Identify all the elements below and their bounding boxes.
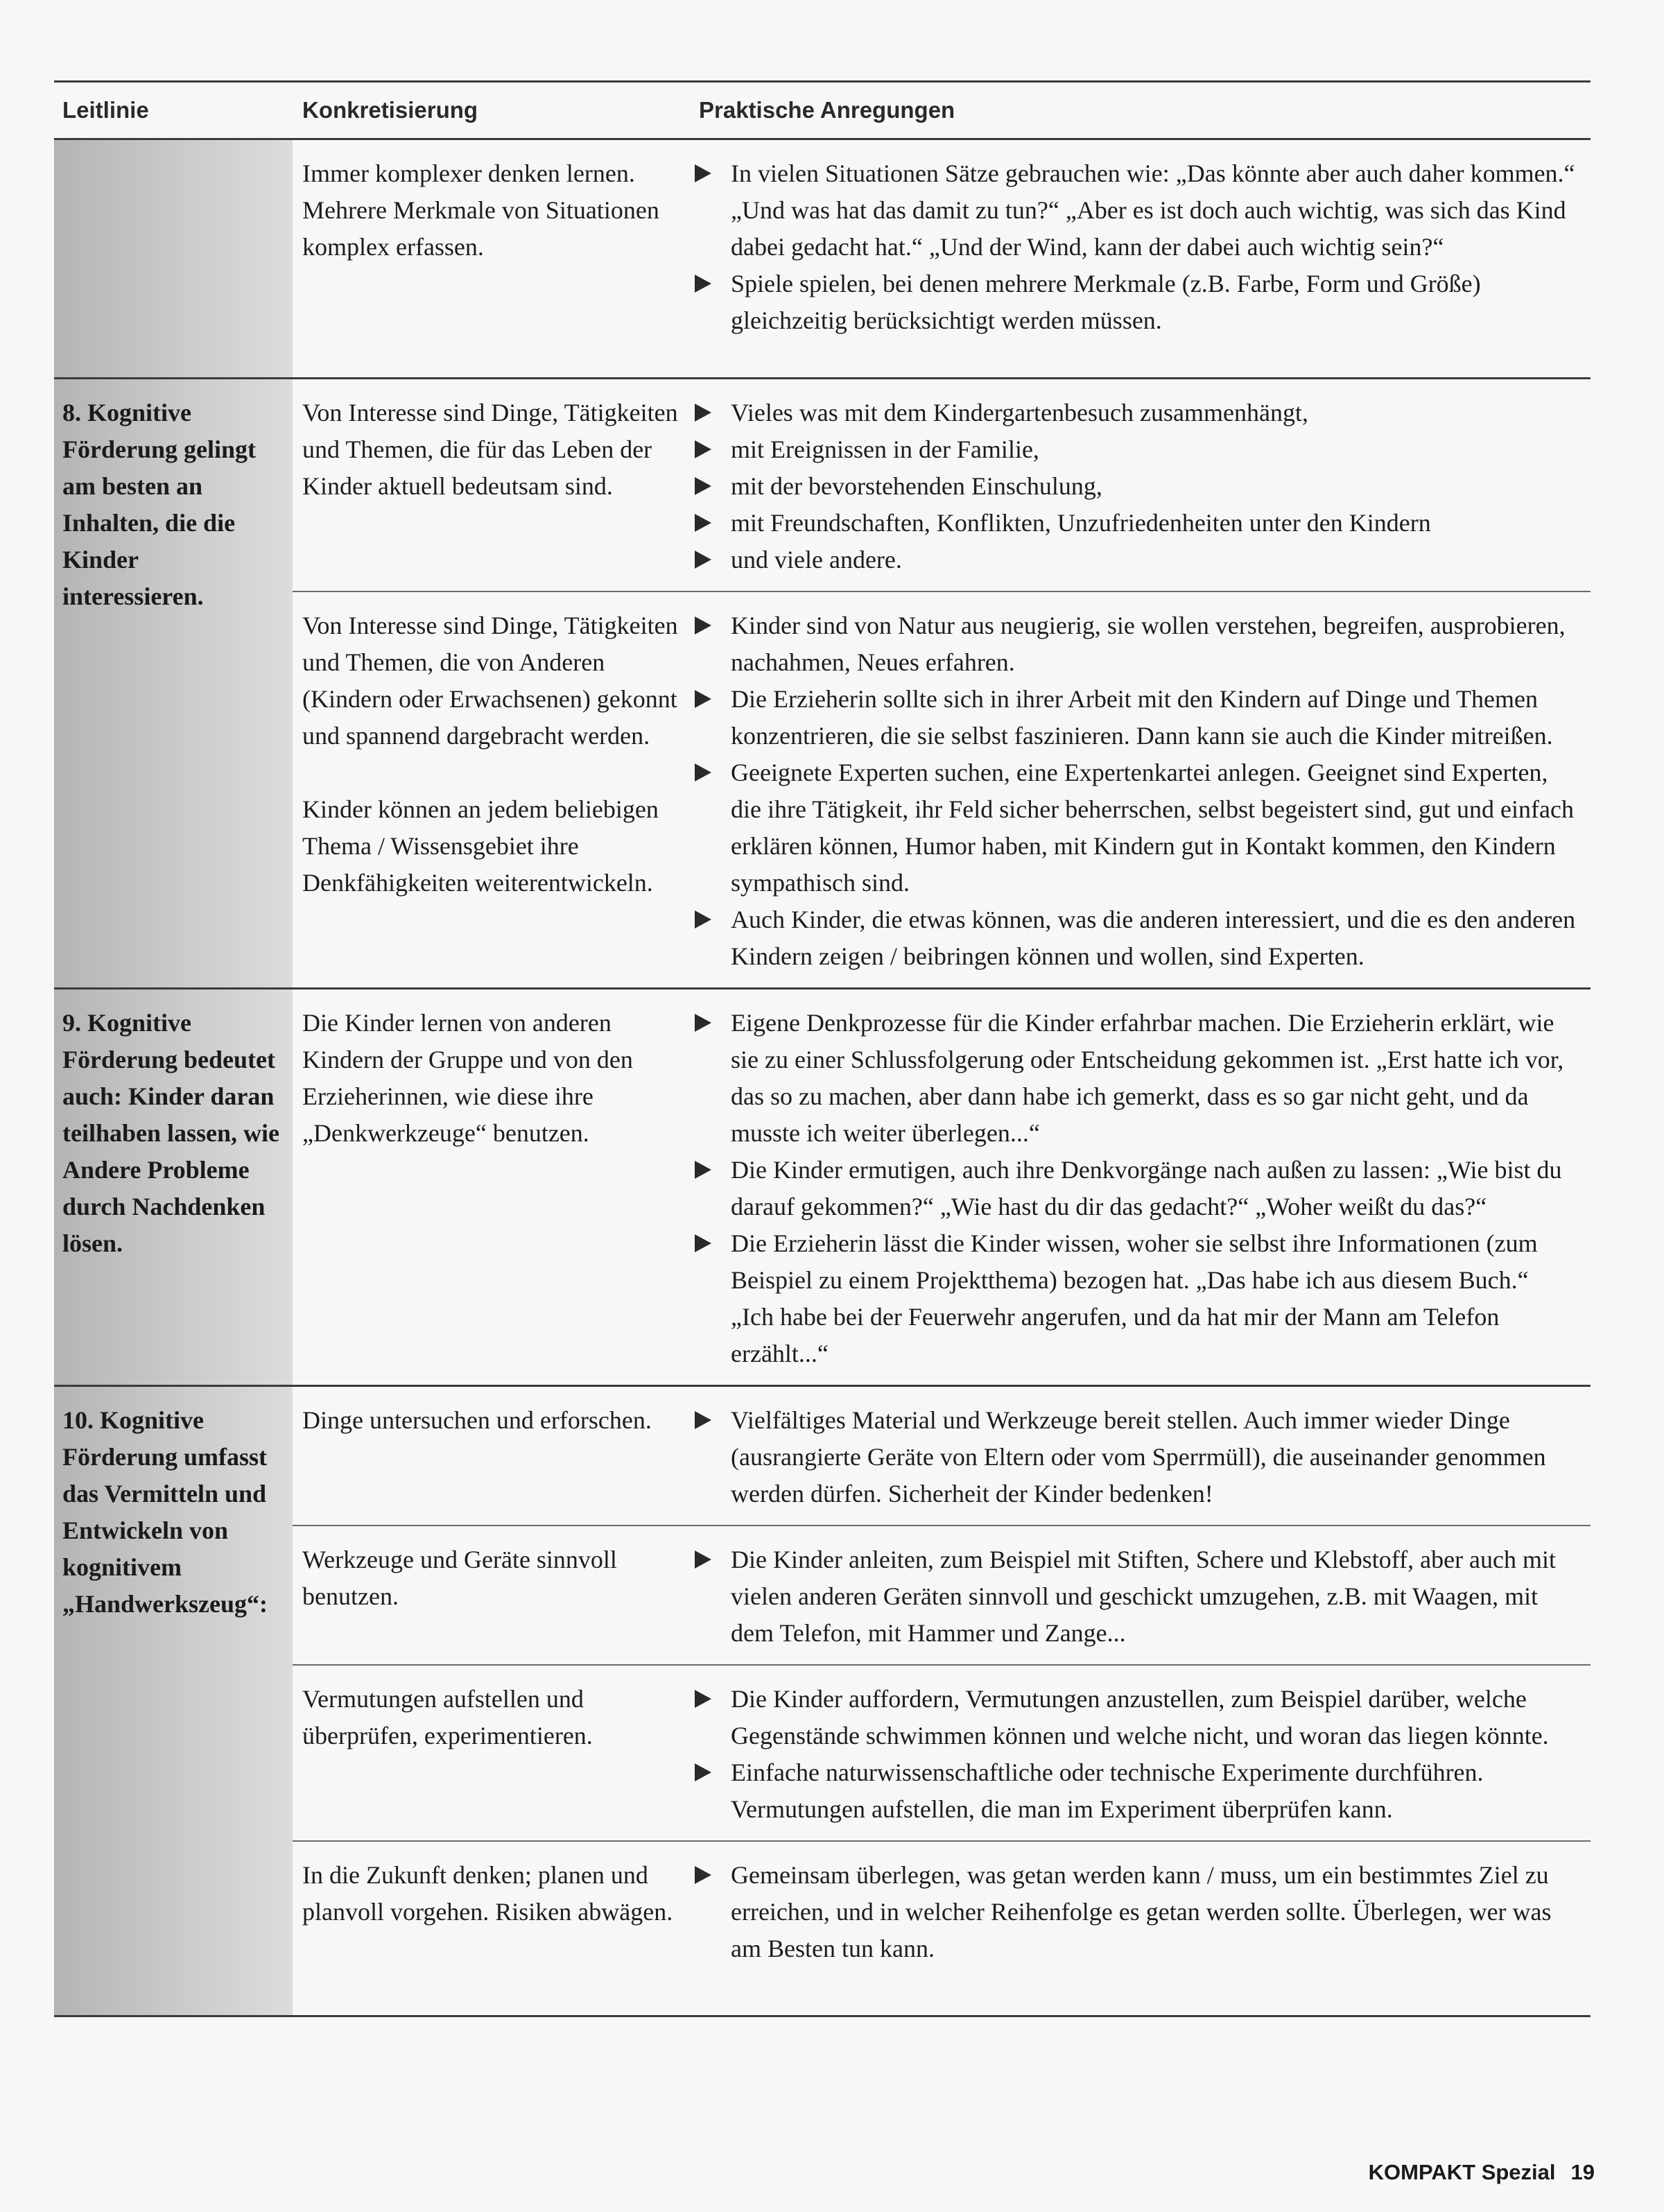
anregungen-cell [695,1842,1591,2015]
leitlinie-cell: 9. Kognitive Förderung bedeutet auch: Kinder daran teilhaben lassen, wie Andere Probleme durch Nachdenken lösen. [54,990,293,1385]
arrow-bullet-icon [695,1550,711,1569]
leitlinie-cell [54,140,293,377]
list-item: und viele andere. [695,542,1577,578]
konkretisierung-cell [293,140,695,352]
konkretisierung-text: Von Interesse sind Dinge, Tätigkeiten und Themen, die von Anderen (Kindern oder Erwachsenen) gekonnt und spannend dargebracht werden. [302,612,678,750]
page-footer [1369,2160,1595,2185]
arrow-bullet-icon [695,440,711,458]
anregungen-cell [695,1387,1591,1525]
table-group [54,140,1591,379]
konkretisierung-text: Vermutungen aufstellen und überprüfen, experimentieren. [302,1685,593,1749]
list-item: Auch Kinder, die etwas können, was die anderen interessiert, und die es den anderen Kindern zeigen / beibringen können und wollen, sind Experten. [695,901,1577,975]
list-item: Einfache naturwissenschaftliche oder technische Experimente durchführen. Vermutungen aufstellen, die man im Experiment überprüfen kann. [695,1754,1577,1828]
list-item: Eigene Denkprozesse für die Kinder erfahrbar machen. Die Erzieherin erklärt, wie sie zu einer Schlussfolgerung oder Entscheidung gekommen ist. „Erst hatte ich vor, das so zu machen, aber dann habe ich gemerkt, dass es so gar nicht geht, und da musste ich weiter überlegen...“ [695,1005,1577,1152]
konkretisierung-cell [293,592,695,987]
konkretisierung-text: Dinge untersuchen und erforschen. [302,1406,652,1434]
arrow-bullet-icon [695,164,711,182]
konkretisierung-cell [293,1387,695,1525]
list-item: mit Freundschaften, Konflikten, Unzufriedenheiten unter den Kindern [695,505,1577,542]
table-group [54,990,1591,1387]
table-row [293,379,1591,591]
table-row [293,1387,1591,1525]
arrow-bullet-icon [695,690,711,708]
arrow-bullet-icon [695,1411,711,1429]
list-item: Vielfältiges Material und Werkzeuge bereit stellen. Auch immer wieder Dinge (ausrangierte Geräte von Eltern oder vom Sperrmüll), die auseinander genommen werden dürfen. Sicherheit der Kinder bedenken! [695,1402,1577,1512]
list-item: Vieles was mit dem Kindergartenbesuch zusammenhängt, [695,395,1577,431]
arrow-bullet-icon [695,514,711,532]
konkretisierung-text: Die Kinder lernen von anderen Kindern der Gruppe und von den Erzieherinnen, wie diese ihre „Denkwerkzeuge“ benutzen. [302,1009,633,1147]
table-header [54,80,1591,140]
table-row [293,591,1591,987]
arrow-bullet-icon [695,1014,711,1032]
arrow-bullet-icon [695,763,711,781]
arrow-bullet-icon [695,404,711,422]
arrow-bullet-icon [695,616,711,634]
konkretisierung-text: Von Interesse sind Dinge, Tätigkeiten und Themen, die für das Leben der Kinder aktuell bedeutsam sind. [302,399,678,500]
list-item: Die Erzieherin lässt die Kinder wissen, woher sie selbst ihre Informationen (zum Beispiel zu einem Projektthema) bezogen hat. „Das habe ich aus diesem Buch.“ „Ich habe bei der Feuerwehr angerufen, und da hat mir der Mann am Telefon erzählt...“ [695,1225,1577,1372]
header-konkretisierung: Konkretisierung [302,97,478,123]
list-item: mit der bevorstehenden Einschulung, [695,468,1577,505]
arrow-bullet-icon [695,1866,711,1884]
header-leitlinie: Leitlinie [62,97,149,123]
table [54,80,1591,2017]
anregungen-cell [695,592,1591,987]
konkretisierung-text: Kinder können an jedem beliebigen Thema / Wissensgebiet ihre Denkfähigkeiten weiterentwickeln. [302,795,659,897]
table-row [293,1664,1591,1840]
list-item: Die Kinder anleiten, zum Beispiel mit Stiften, Schere und Klebstoff, aber auch mit vielen anderen Geräten sinnvoll und geschickt umzugehen, z.B. mit Waagen, mit dem Telefon, mit Hammer und Zange... [695,1541,1577,1652]
arrow-bullet-icon [695,1763,711,1781]
leitlinie-cell: 8. Kognitive Förderung gelingt am besten an Inhalten, die die Kinder interessieren. [54,379,293,987]
list-item: In vielen Situationen Sätze gebrauchen wie: „Das könnte aber auch daher kommen.“ „Und was hat das damit zu tun?“ „Aber es ist doch auch wichtig, was sich das Kind dabei gedacht hat.“ „Und der Wind, kann der dabei auch wichtig sein?“ [695,155,1577,266]
list-item: Die Kinder auffordern, Vermutungen anzustellen, zum Beispiel darüber, welche Gegenstände schwimmen können und welche nicht, und woran das liegen könnte. [695,1681,1577,1754]
arrow-bullet-icon [695,551,711,569]
list-item: Spiele spielen, bei denen mehrere Merkmale (z.B. Farbe, Form und Größe) gleichzeitig berücksichtigt werden müssen. [695,266,1577,339]
header-praktische-anregungen: Praktische Anregungen [699,97,955,123]
konkretisierung-cell [293,990,695,1385]
arrow-bullet-icon [695,1234,711,1252]
konkretisierung-cell [293,1842,695,2015]
anregungen-cell [695,379,1591,591]
list-item: Die Erzieherin sollte sich in ihrer Arbeit mit den Kindern auf Dinge und Themen konzentrieren, die sie selbst faszinieren. Dann kann sie auch die Kinder mitreißen. [695,681,1577,754]
anregungen-cell [695,140,1591,352]
table-group [54,379,1591,990]
table-row [293,990,1591,1385]
table-row [293,1840,1591,2015]
list-item: Kinder sind von Natur aus neugierig, sie wollen verstehen, begreifen, ausprobieren, nachahmen, Neues erfahren. [695,607,1577,681]
konkretisierung-cell [293,379,695,591]
arrow-bullet-icon [695,910,711,928]
table-group [54,1387,1591,2017]
arrow-bullet-icon [695,275,711,293]
list-item: Die Kinder ermutigen, auch ihre Denkvorgänge nach außen zu lassen: „Wie bist du darauf gekommen?“ „Wie hast du dir das gedacht?“ „Woher weißt du das?“ [695,1152,1577,1225]
arrow-bullet-icon [695,1161,711,1179]
list-item: Gemeinsam überlegen, was getan werden kann / muss, um ein bestimmtes Ziel zu erreichen, und in welcher Reihenfolge es getan werden sollte. Überlegen, wer was am Besten tun kann. [695,1857,1577,1967]
anregungen-cell [695,1666,1591,1840]
table-row [293,140,1591,352]
konkretisierung-cell [293,1666,695,1840]
arrow-bullet-icon [695,1690,711,1708]
konkretisierung-cell [293,1526,695,1664]
leitlinie-cell: 10. Kognitive Förderung umfasst das Vermitteln und Entwickeln von kognitivem „Handwerkszeug“: [54,1387,293,2015]
anregungen-cell [695,990,1591,1385]
publication-name: KOMPAKT Spezial [1368,2160,1556,2184]
konkretisierung-text: Werkzeuge und Geräte sinnvoll benutzen. [302,1546,617,1610]
list-item: mit Ereignissen in der Familie, [695,431,1577,468]
table-row [293,1525,1591,1664]
anregungen-cell [695,1526,1591,1664]
konkretisierung-text: In die Zukunft denken; planen und planvoll vorgehen. Risiken abwägen. [302,1861,673,1926]
page-number: 19 [1570,2160,1595,2184]
arrow-bullet-icon [695,477,711,495]
konkretisierung-text: Immer komplexer denken lernen. Mehrere Merkmale von Situationen komplex erfassen. [302,159,659,261]
list-item: Geeignete Experten suchen, eine Expertenkartei anlegen. Geeignet sind Experten, die ihre Tätigkeit, ihr Feld sicher beherrschen, selbst begeistert sind, gut und einfach erklären können, Humor haben, mit Kindern gut in Kontakt kommen, den Kindern sympathisch sind. [695,754,1577,901]
